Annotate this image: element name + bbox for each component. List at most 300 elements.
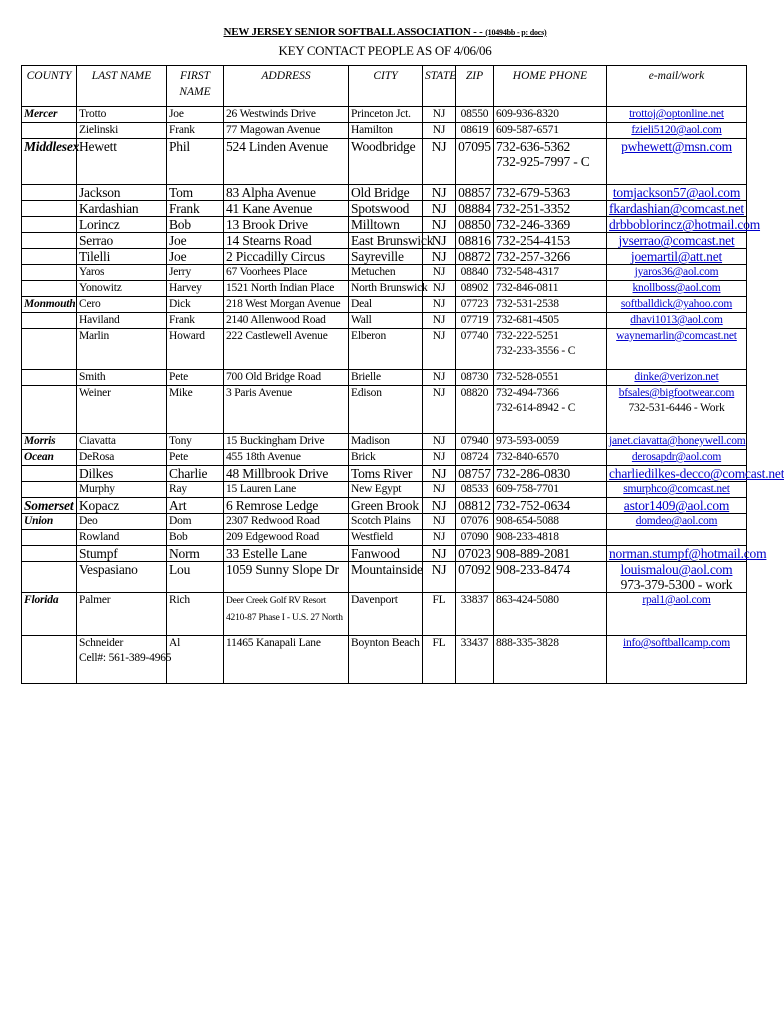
- zip-cell: [456, 185, 494, 201]
- state: NJ: [432, 515, 446, 527]
- email-cell[interactable]: [607, 217, 761, 233]
- email-link[interactable]: drbboblorincz@hotmail.com: [609, 217, 761, 232]
- county-cell: [22, 636, 77, 684]
- address-cell: [224, 107, 349, 123]
- address-line: 41 Kane Avenue: [226, 201, 313, 216]
- first-name: Lou: [169, 562, 191, 577]
- city: Hamilton: [351, 124, 393, 136]
- city: Spotswood: [351, 201, 410, 216]
- state-cell: [423, 107, 456, 123]
- address-line: 524 Linden Avenue: [226, 139, 329, 154]
- city: Elberon: [351, 330, 387, 342]
- first-name-cell: [167, 482, 224, 498]
- zip-cell: [456, 370, 494, 386]
- email-cell[interactable]: [607, 265, 747, 281]
- address-line: 15 Lauren Lane: [226, 483, 296, 495]
- state-cell: [423, 265, 456, 281]
- state-cell: [423, 593, 456, 636]
- address-line: 14 Stearns Road: [226, 233, 312, 248]
- county-cell: [22, 593, 77, 636]
- address-line-2: 4210-87 Phase I - U.S. 27 North: [226, 613, 343, 623]
- first-name: Rich: [169, 594, 190, 606]
- home-phone: 732-846-0811: [496, 282, 559, 294]
- zip-cell: [456, 329, 494, 370]
- last-name-cell: [77, 249, 167, 265]
- state: NJ: [431, 498, 447, 513]
- county-cell: [22, 281, 77, 297]
- last-name: Kopacz: [79, 498, 120, 513]
- address-line: 15 Buckingham Drive: [226, 435, 325, 447]
- table-row: [22, 297, 747, 313]
- county-cell: [22, 498, 77, 514]
- zip: 08724: [460, 451, 489, 463]
- email-cell[interactable]: [607, 482, 747, 498]
- zip-cell: [456, 562, 494, 593]
- email-cell[interactable]: [607, 139, 747, 185]
- city: Boynton Beach: [351, 637, 420, 649]
- phone-cell: [494, 386, 607, 434]
- last-name-cell: [77, 139, 167, 185]
- address-line: 2307 Redwood Road: [226, 515, 320, 527]
- state: NJ: [431, 217, 447, 232]
- city-cell: [349, 593, 423, 636]
- email-cell[interactable]: [607, 249, 747, 265]
- zip: 08884: [458, 201, 491, 216]
- county-cell: [22, 514, 77, 530]
- email-link[interactable]: pwhewett@msn.com: [621, 139, 732, 154]
- last-name-cell: [77, 546, 167, 562]
- email-cell[interactable]: [607, 233, 747, 249]
- city-cell: [349, 123, 423, 139]
- last-name: Tilelli: [79, 249, 111, 264]
- city-cell: [349, 201, 423, 217]
- last-name: Palmer: [79, 594, 111, 606]
- last-name-cell: [77, 265, 167, 281]
- zip-cell: [456, 450, 494, 466]
- zip-cell: [456, 498, 494, 514]
- county-cell: [22, 530, 77, 546]
- first-name-cell: [167, 139, 224, 185]
- email-link[interactable]: rpal1@aol.com: [642, 594, 711, 606]
- address-line: 209 Edgewood Road: [226, 531, 320, 543]
- address-cell: [224, 123, 349, 139]
- email-link[interactable]: astor1409@aol.com: [623, 498, 730, 513]
- home-phone: 908-889-2081: [496, 546, 571, 561]
- last-name: Lorincz: [79, 217, 120, 232]
- email-cell[interactable]: [607, 297, 747, 313]
- address-cell: [224, 636, 349, 684]
- email-link[interactable]: info@softballcamp.com: [623, 637, 730, 649]
- email-link[interactable]: charliedilkes-decco@comcast.net: [609, 466, 784, 481]
- last-name: Kardashian: [79, 201, 139, 216]
- phone-cell: [494, 514, 607, 530]
- county-cell: [22, 107, 77, 123]
- email-cell[interactable]: [607, 370, 747, 386]
- last-name-cell: [77, 562, 167, 593]
- address-line: 33 Estelle Lane: [226, 546, 307, 561]
- home-phone: 732-246-3369: [496, 217, 571, 232]
- email-cell[interactable]: [607, 123, 747, 139]
- first-name-cell: [167, 313, 224, 329]
- city: North Brunswick: [351, 282, 428, 294]
- email-cell[interactable]: [607, 466, 784, 482]
- last-name-note: Cell#: 561-389-4965: [79, 652, 172, 664]
- last-name-cell: [77, 233, 167, 249]
- last-name: Yonowitz: [79, 282, 122, 294]
- first-name: Pete: [169, 371, 188, 383]
- table-row: [22, 139, 747, 185]
- address-cell: [224, 593, 349, 636]
- city-cell: [349, 562, 423, 593]
- table-row: [22, 593, 747, 636]
- address-line: 2140 Allenwood Road: [226, 314, 326, 326]
- county-cell: [22, 265, 77, 281]
- zip-cell: [456, 636, 494, 684]
- phone-cell: [494, 185, 607, 201]
- home-phone: 732-840-6570: [496, 451, 559, 463]
- email-link[interactable]: smurphco@comcast.net: [623, 483, 730, 495]
- phone-cell: [494, 546, 607, 562]
- address-line: 218 West Morgan Avenue: [226, 298, 341, 310]
- document-title: [0, 26, 770, 38]
- state: NJ: [431, 466, 447, 481]
- phone-cell: [494, 313, 607, 329]
- city-cell: [349, 233, 434, 249]
- last-name: Smith: [79, 371, 106, 383]
- last-name: Zielinski: [79, 124, 119, 136]
- email-link[interactable]: jvserrao@comcast.net: [618, 233, 735, 248]
- city: Brick: [351, 451, 376, 463]
- zip-cell: [456, 466, 494, 482]
- email-link[interactable]: tomjackson57@aol.com: [612, 185, 741, 200]
- last-name-cell: [77, 217, 167, 233]
- email-link[interactable]: waynemarlin@comcast.net: [616, 330, 737, 342]
- state: NJ: [431, 562, 447, 577]
- state-cell: [423, 386, 456, 434]
- email-link[interactable]: domdeo@aol.com: [635, 515, 718, 527]
- zip: 07076: [460, 515, 489, 527]
- address-cell: [224, 434, 349, 450]
- email-link[interactable]: louismalou@aol.com: [620, 562, 733, 577]
- county-name: Morris: [24, 435, 56, 447]
- zip-cell: [456, 514, 494, 530]
- county-name: Florida: [24, 594, 59, 606]
- phone-cell: [494, 107, 607, 123]
- email-cell[interactable]: [607, 201, 747, 217]
- county-cell: [22, 297, 77, 313]
- home-phone: 732-531-2538: [496, 298, 559, 310]
- email-cell[interactable]: [607, 329, 747, 370]
- zip-cell: [456, 123, 494, 139]
- contacts-table: [21, 65, 784, 684]
- phone-cell: [494, 281, 607, 297]
- zip-cell: [456, 546, 494, 562]
- city: Woodbridge: [351, 139, 416, 154]
- first-name: Frank: [169, 314, 195, 326]
- zip-cell: [456, 249, 494, 265]
- last-name-cell: [77, 498, 167, 514]
- email-link[interactable]: derosapdr@aol.com: [631, 451, 722, 463]
- last-name-cell: [77, 636, 172, 684]
- zip-cell: [456, 313, 494, 329]
- last-name: Hewett: [79, 139, 117, 154]
- home-phone: 908-654-5088: [496, 515, 559, 527]
- col-city: CITY: [349, 66, 423, 107]
- zip-cell: [456, 482, 494, 498]
- phone-cell: [494, 123, 607, 139]
- address-cell: [224, 265, 349, 281]
- city-cell: [349, 530, 423, 546]
- first-name-cell: [167, 281, 224, 297]
- email-link[interactable]: norman.stumpf@hotmail.com: [609, 546, 767, 561]
- phone-cell: [494, 265, 607, 281]
- zip: 33837: [460, 594, 489, 606]
- city-cell: [349, 482, 423, 498]
- first-name: Charlie: [169, 466, 208, 481]
- city-cell: [349, 281, 428, 297]
- county-name: Ocean: [24, 451, 54, 463]
- first-name-cell: [167, 636, 224, 684]
- city: Edison: [351, 387, 382, 399]
- email-link[interactable]: dinke@verizon.net: [634, 371, 719, 383]
- last-name: Cero: [79, 298, 101, 310]
- address-cell: [224, 185, 349, 201]
- address-cell: [224, 217, 349, 233]
- county-name: Middlesex: [24, 139, 80, 154]
- state-cell: [423, 201, 456, 217]
- first-name: Art: [169, 498, 187, 513]
- first-name: Dom: [169, 515, 192, 527]
- zip: 08902: [460, 282, 489, 294]
- email-link[interactable]: knollboss@aol.com: [632, 282, 721, 294]
- last-name: Dilkes: [79, 466, 114, 481]
- state-cell: [423, 514, 456, 530]
- email-cell: [607, 530, 747, 546]
- phone-cell: [494, 466, 607, 482]
- last-name-cell: [77, 297, 167, 313]
- email-cell[interactable]: [607, 498, 747, 514]
- first-name: Tom: [169, 185, 193, 200]
- county-name: Somerset: [24, 498, 74, 513]
- county-cell: [22, 201, 77, 217]
- first-name-cell: [167, 265, 224, 281]
- email-cell[interactable]: [607, 185, 747, 201]
- table-row: [22, 386, 747, 434]
- col-county: COUNTY: [22, 66, 77, 107]
- city: Metuchen: [351, 266, 396, 278]
- city-cell: [349, 370, 423, 386]
- last-name: Haviland: [79, 314, 120, 326]
- state-cell: [423, 636, 456, 684]
- first-name-cell: [167, 386, 224, 434]
- first-name-cell: [167, 466, 224, 482]
- city: Deal: [351, 298, 372, 310]
- phone-cell: [494, 249, 607, 265]
- email-link[interactable]: trottoj@optonline.net: [629, 108, 724, 120]
- address-cell: [224, 386, 349, 434]
- state: NJ: [432, 387, 446, 399]
- state: NJ: [432, 314, 446, 326]
- state: NJ: [432, 330, 446, 342]
- last-name-cell: [77, 185, 167, 201]
- email-cell[interactable]: [607, 562, 747, 593]
- zip: 08812: [458, 498, 491, 513]
- col-last-name: LAST NAME: [77, 66, 167, 107]
- last-name: Jackson: [79, 185, 121, 200]
- city-cell: [349, 265, 423, 281]
- email-cell[interactable]: [607, 107, 747, 123]
- first-name: Al: [169, 637, 181, 649]
- state: NJ: [432, 282, 446, 294]
- last-name-cell: [77, 514, 167, 530]
- phone-cell: [494, 329, 607, 370]
- home-phone: 908-233-4818: [496, 531, 559, 543]
- email-link[interactable]: bfsales@bigfootwear.com: [618, 387, 735, 399]
- address-line: 6 Remrose Ledge: [226, 498, 319, 513]
- table-row: [22, 482, 747, 498]
- county-cell: [22, 185, 77, 201]
- zip: 07719: [460, 314, 489, 326]
- zip-cell: [456, 593, 494, 636]
- table-row: [22, 546, 747, 562]
- city-cell: [349, 329, 423, 370]
- email-link[interactable]: softballdick@yahoo.com: [620, 298, 733, 310]
- city-cell: [349, 636, 423, 684]
- address-cell: [224, 313, 349, 329]
- email-cell[interactable]: [607, 386, 747, 434]
- address-cell: [224, 514, 349, 530]
- county-cell: [22, 562, 77, 593]
- email-link[interactable]: janet.ciavatta@honeywell.com: [609, 435, 746, 447]
- email-cell[interactable]: [607, 546, 767, 562]
- last-name-cell: [77, 107, 167, 123]
- address-cell: [224, 530, 349, 546]
- email-link[interactable]: joemartil@att.net: [630, 249, 723, 264]
- table-row: [22, 265, 747, 281]
- zip-cell: [456, 217, 494, 233]
- city: Princeton Jct.: [351, 108, 411, 120]
- address-cell: [224, 139, 349, 185]
- city: Brielle: [351, 371, 381, 383]
- state-cell: [423, 297, 456, 313]
- last-name: Stumpf: [79, 546, 118, 561]
- county-cell: [22, 466, 77, 482]
- email-link[interactable]: jyaros36@aol.com: [634, 266, 719, 278]
- email-cell[interactable]: [607, 636, 747, 684]
- address-line: 2 Piccadilly Circus: [226, 249, 325, 264]
- email-link[interactable]: fzieli5120@aol.com: [631, 124, 722, 136]
- zip-cell: [456, 233, 494, 249]
- phone-cell: [494, 434, 607, 450]
- address-cell: [224, 562, 349, 593]
- first-name-cell: [167, 185, 224, 201]
- last-name: Serrao: [79, 233, 114, 248]
- home-phone: 732-286-0830: [496, 466, 571, 481]
- email-cell[interactable]: [607, 434, 747, 450]
- email-cell[interactable]: [607, 514, 747, 530]
- address-line: Deer Creek Golf RV Resort: [226, 596, 327, 606]
- state-cell: [423, 434, 456, 450]
- email-link[interactable]: fkardashian@comcast.net: [609, 201, 744, 216]
- email-cell[interactable]: [607, 450, 747, 466]
- first-name-cell: [167, 123, 224, 139]
- state-cell: [423, 139, 456, 185]
- address-line: 3 Paris Avenue: [226, 387, 292, 399]
- col-home-phone: HOME PHONE: [494, 66, 607, 107]
- zip-cell: [456, 281, 494, 297]
- state: NJ: [432, 298, 446, 310]
- zip: 08816: [458, 233, 491, 248]
- title-text: NEW JERSEY SENIOR SOFTBALL ASSOCIATION - -: [223, 26, 483, 38]
- col-first-name: FIRST NAME: [167, 66, 224, 107]
- city-cell: [349, 546, 423, 562]
- email-cell[interactable]: [607, 593, 747, 636]
- home-phone: 609-758-7701: [496, 483, 559, 495]
- zip-cell: [456, 297, 494, 313]
- first-name: Jerry: [169, 266, 191, 278]
- last-name: Murphy: [79, 483, 115, 495]
- table-row: [22, 530, 747, 546]
- last-name-cell: [77, 593, 167, 636]
- home-phone: 732-257-3266: [496, 249, 571, 264]
- city: New Egypt: [351, 483, 402, 495]
- last-name-cell: [77, 281, 167, 297]
- email-link[interactable]: dhavi1013@aol.com: [630, 314, 723, 326]
- first-name: Bob: [169, 531, 188, 543]
- table-row: [22, 281, 747, 297]
- state: NJ: [432, 266, 446, 278]
- city-cell: [349, 498, 423, 514]
- first-name: Joe: [169, 233, 187, 248]
- zip: 07090: [460, 531, 489, 543]
- last-name: Ciavatta: [79, 435, 116, 447]
- address-line: 77 Magowan Avenue: [226, 124, 321, 136]
- state-cell: [423, 530, 456, 546]
- city-cell: [349, 434, 423, 450]
- first-name-cell: [167, 562, 224, 593]
- first-name: Joe: [169, 108, 184, 120]
- first-name: Howard: [169, 330, 205, 342]
- first-name: Frank: [169, 124, 195, 136]
- city: Milltown: [351, 217, 400, 232]
- last-name: Rowland: [79, 531, 120, 543]
- last-name-cell: [77, 370, 167, 386]
- cell-phone: 732-614-8942 - C: [496, 402, 576, 414]
- city: Scotch Plains: [351, 515, 411, 527]
- home-phone: 732-752-0634: [496, 498, 571, 513]
- email-cell[interactable]: [607, 313, 747, 329]
- address-cell: [224, 249, 349, 265]
- table-row: [22, 498, 747, 514]
- home-phone: 973-593-0059: [496, 435, 559, 447]
- last-name-cell: [77, 450, 167, 466]
- state: NJ: [432, 451, 446, 463]
- table-row: [22, 450, 747, 466]
- table-row: [22, 201, 747, 217]
- address-line: 48 Millbrook Drive: [226, 466, 329, 481]
- home-phone: 732-679-5363: [496, 185, 571, 200]
- email-cell[interactable]: [607, 281, 747, 297]
- city-cell: [349, 217, 423, 233]
- state-cell: [423, 217, 456, 233]
- home-phone: 732-636-5362: [496, 139, 571, 154]
- county-name: Union: [24, 515, 54, 527]
- county-cell: [22, 233, 77, 249]
- table-row: [22, 313, 747, 329]
- home-phone: 908-233-8474: [496, 562, 571, 577]
- zip: 08820: [460, 387, 489, 399]
- cell-phone: 732-925-7997 - C: [496, 154, 590, 169]
